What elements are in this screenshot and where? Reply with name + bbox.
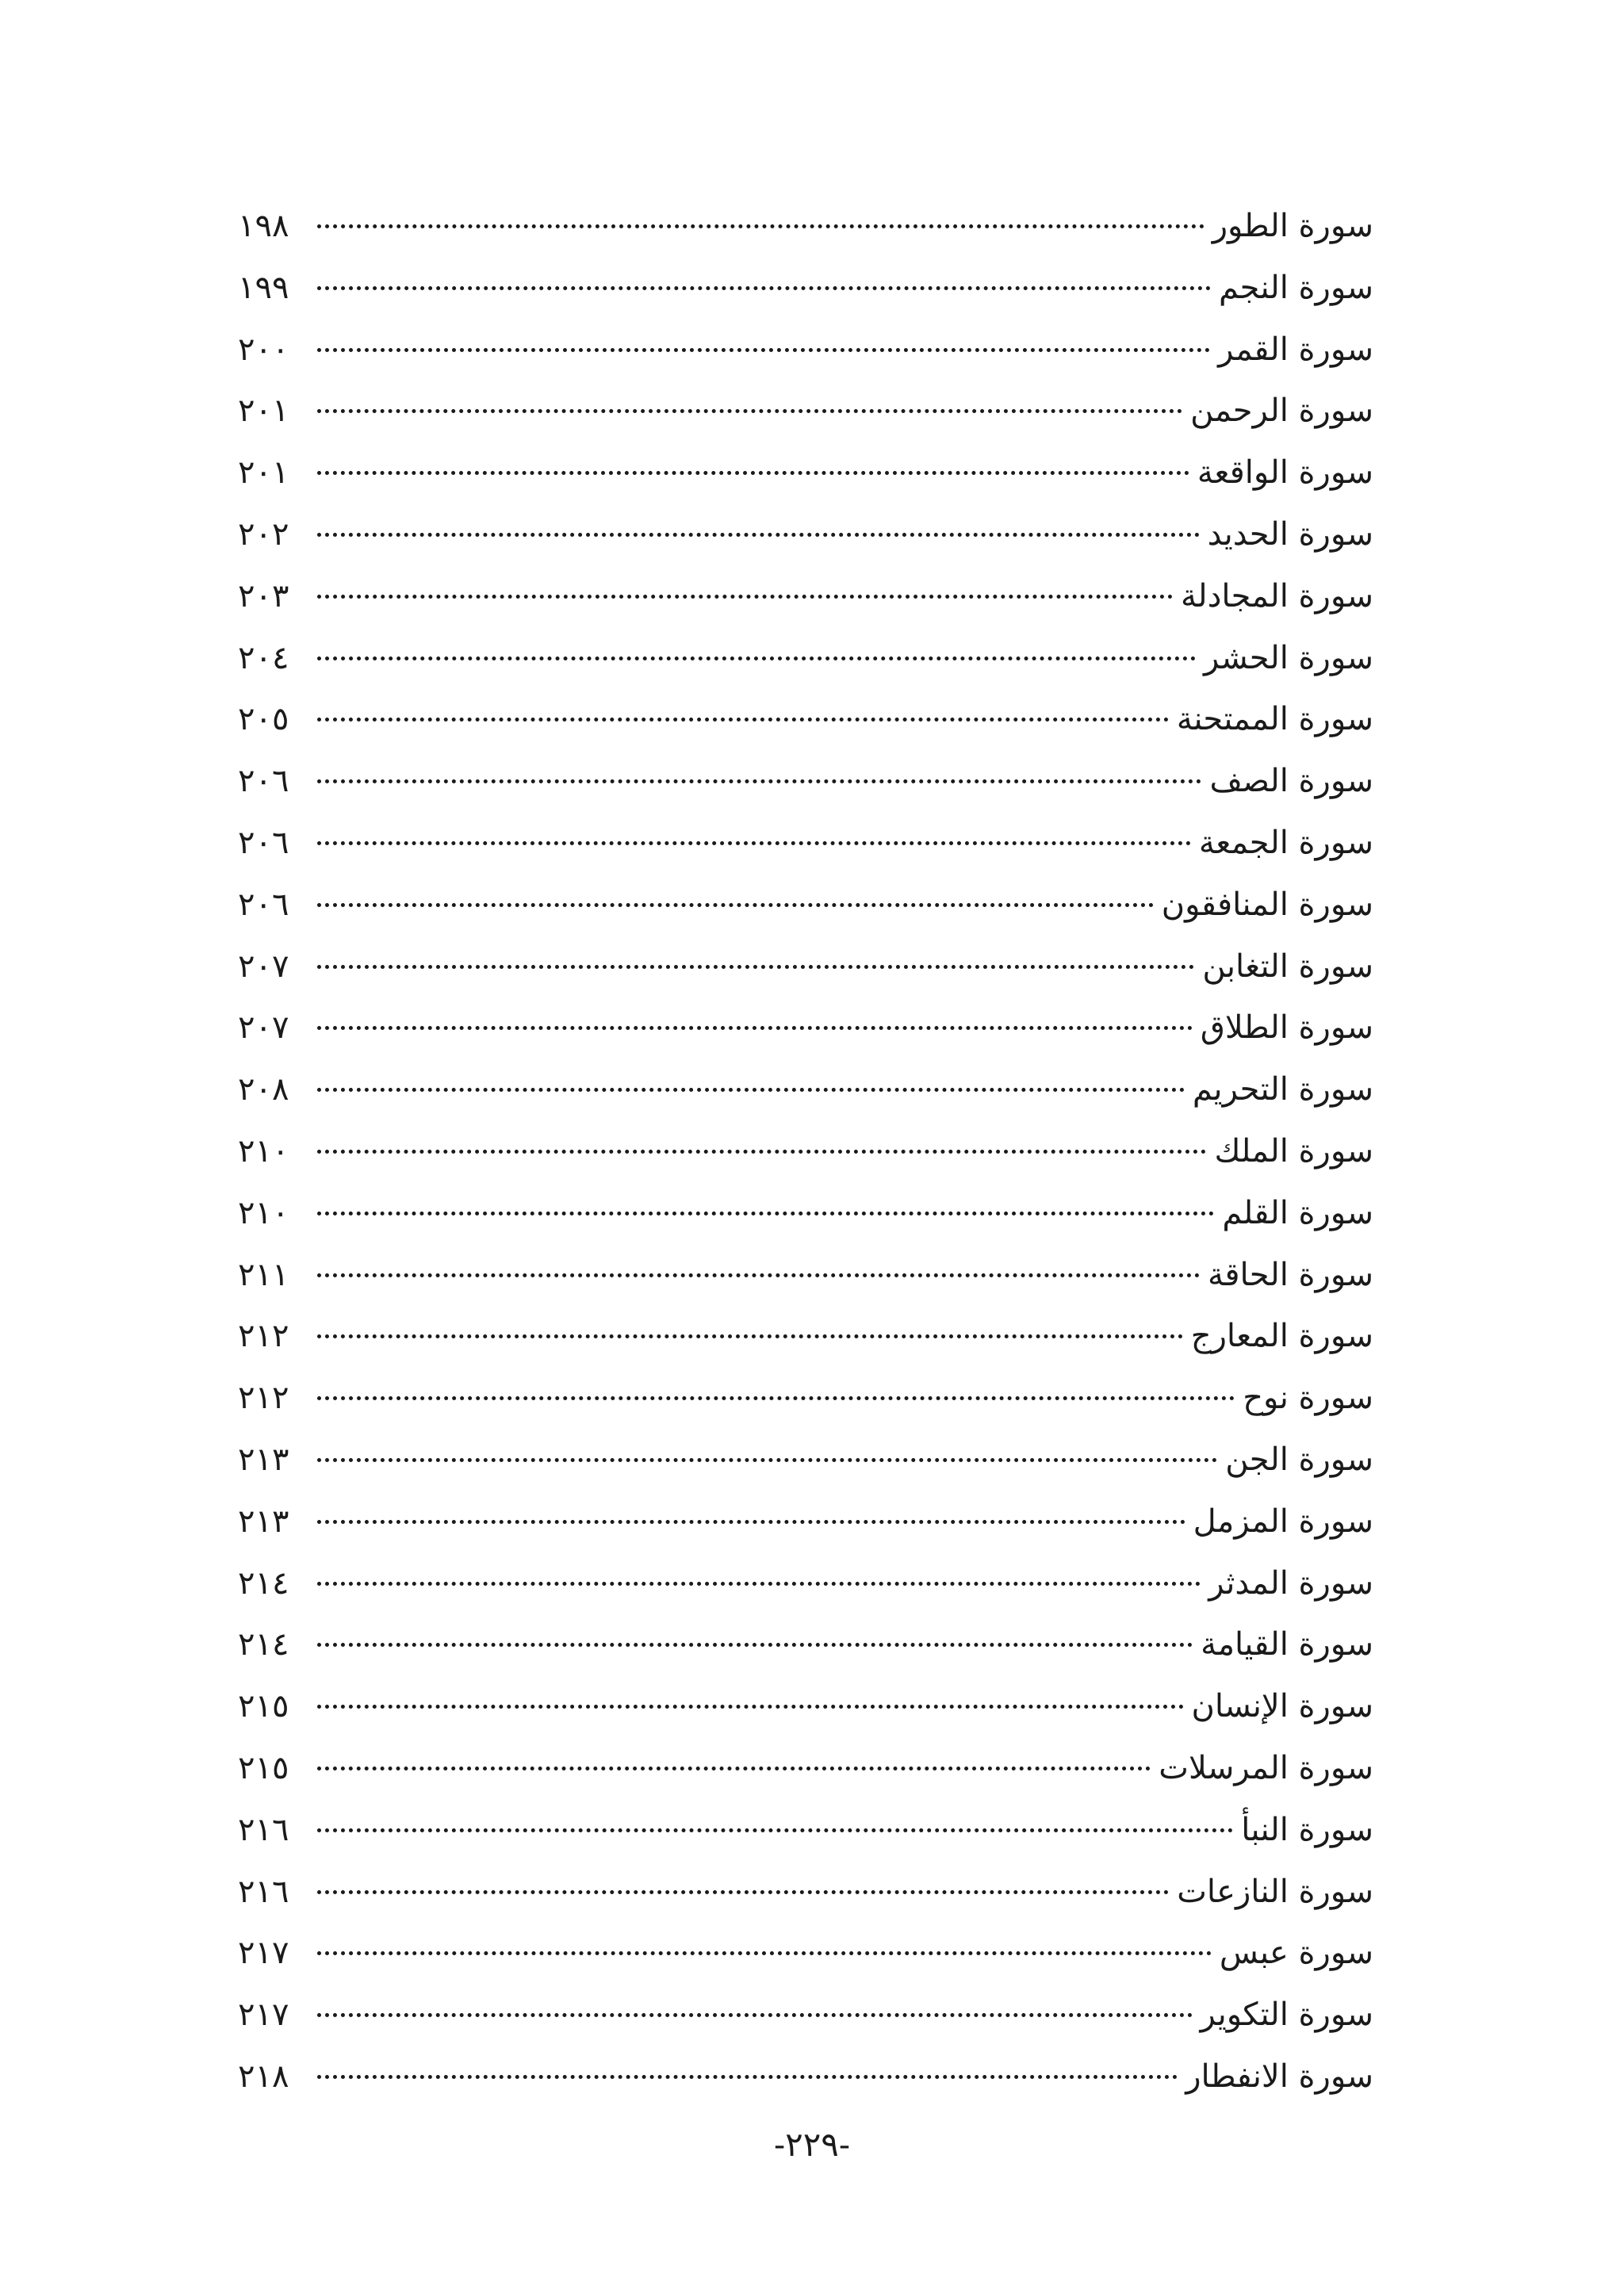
toc-entry — [238, 1491, 1373, 1553]
toc-entry-page: ٢١٦ — [238, 1873, 289, 1910]
toc-entry — [238, 1430, 1373, 1491]
dot-leader — [317, 286, 1211, 290]
toc-entry-page: ٢٠١ — [238, 454, 289, 492]
dot-leader — [317, 1643, 1193, 1647]
toc-entry — [238, 1245, 1373, 1307]
toc-entry-title: سورة القمر — [1218, 331, 1373, 368]
toc-entry-page: ٢١٥ — [238, 1688, 289, 1725]
toc-entry — [238, 1183, 1373, 1245]
toc-entry-title: سورة التكوير — [1200, 1996, 1373, 2034]
toc-entry-page: ٢٠٢ — [238, 515, 289, 553]
toc-entry-page: ٢١٦ — [238, 1811, 289, 1848]
toc-entry — [238, 196, 1373, 258]
toc-entry-title: سورة التحريم — [1192, 1071, 1373, 1108]
dot-leader — [317, 1520, 1185, 1524]
toc-entry-title: سورة الإنسان — [1191, 1688, 1373, 1725]
toc-entry — [238, 689, 1373, 751]
dot-leader — [317, 224, 1205, 228]
toc-entry — [238, 2046, 1373, 2108]
toc-entry-page: ٢١١ — [238, 1256, 289, 1293]
toc-entry-page: ٢٠٤ — [238, 639, 289, 676]
dot-leader — [317, 533, 1200, 537]
toc-entry-page: ٢١٣ — [238, 1503, 289, 1540]
toc-entry-title: سورة المعارج — [1190, 1318, 1373, 1355]
dot-leader — [317, 1088, 1185, 1092]
dot-leader — [317, 1458, 1217, 1462]
toc-entry — [238, 1368, 1373, 1430]
dot-leader — [317, 1212, 1214, 1215]
toc-entry-page: ٢٠٧ — [238, 947, 289, 985]
toc-entry-title: سورة نوح — [1243, 1380, 1373, 1417]
dot-leader — [317, 1767, 1151, 1770]
dot-leader — [317, 471, 1189, 475]
toc-entry-page: ٢١٤ — [238, 1626, 289, 1663]
toc-entry — [238, 258, 1373, 320]
dot-leader — [317, 1026, 1193, 1030]
dot-leader — [317, 1334, 1183, 1338]
toc-entry-page: ٢١٠ — [238, 1132, 289, 1169]
toc-entry-page: ٢١٢ — [238, 1380, 289, 1417]
toc-entry-page: ١٩٩ — [238, 269, 289, 306]
toc-entry-title: سورة المدثر — [1208, 1564, 1373, 1602]
toc-entry-page: ٢٠٥ — [238, 701, 289, 738]
toc-entry-title: سورة الجن — [1225, 1441, 1373, 1478]
toc-entry — [238, 1862, 1373, 1924]
toc-entry — [238, 1553, 1373, 1615]
toc-entry — [238, 1923, 1373, 1985]
toc-entry — [238, 1614, 1373, 1676]
dot-leader — [317, 841, 1191, 845]
toc-entry-page: ٢٠٦ — [238, 763, 289, 800]
toc-entry — [238, 1800, 1373, 1862]
dot-leader — [317, 1273, 1200, 1277]
toc-entry-page: ٢١٣ — [238, 1441, 289, 1478]
toc-entry-title: سورة الممتحنة — [1176, 701, 1373, 738]
toc-entry — [238, 936, 1373, 998]
toc-entry-title: سورة الجمعة — [1198, 824, 1373, 861]
toc-entry — [238, 875, 1373, 936]
toc-entry-page: ٢١٥ — [238, 1749, 289, 1786]
dot-leader — [317, 1951, 1212, 1955]
toc-entry-title: سورة المنافقون — [1161, 886, 1373, 923]
dot-leader — [317, 348, 1210, 352]
toc-entry — [238, 442, 1373, 504]
toc-entry-page: ٢١٧ — [238, 1935, 289, 1972]
toc-entry-title: سورة الملك — [1214, 1132, 1373, 1169]
toc-entry-title: سورة المرسلات — [1159, 1749, 1373, 1786]
toc-entry-page: ٢١٤ — [238, 1564, 289, 1602]
toc-entry — [238, 751, 1373, 813]
toc-entry-title: سورة عبس — [1219, 1935, 1373, 1972]
toc-entry-page: ٢٠٣ — [238, 577, 289, 614]
toc-entry-title: سورة الحشر — [1203, 639, 1373, 676]
toc-entry-title: سورة المجادلة — [1180, 577, 1373, 614]
toc-entry-title: سورة الطلاق — [1200, 1009, 1373, 1047]
toc-entry-page: ٢٠٦ — [238, 824, 289, 861]
dot-leader — [317, 1396, 1235, 1400]
dot-leader — [317, 1705, 1184, 1709]
toc-entry-page: ٢٠٦ — [238, 886, 289, 923]
dot-leader — [317, 409, 1182, 413]
dot-leader — [317, 718, 1169, 722]
toc-entry-title: سورة النازعات — [1177, 1873, 1373, 1910]
dot-leader — [317, 1828, 1233, 1832]
toc-entry-page: ٢١٧ — [238, 1996, 289, 2034]
toc-entry-title: سورة القلم — [1222, 1194, 1373, 1231]
toc-entry-page: ١٩٨ — [238, 208, 289, 244]
toc-entry-title: سورة الصف — [1209, 763, 1373, 800]
toc-entry-title: سورة التغابن — [1202, 947, 1373, 985]
page-number: -٢٢٩- — [773, 2125, 851, 2164]
toc-entry-page: ٢١٠ — [238, 1194, 289, 1231]
toc-entry-page: ٢١٨ — [238, 2058, 289, 2095]
toc-entry-page: ٢٠٠ — [238, 331, 289, 368]
dot-leader — [317, 1890, 1169, 1894]
toc-entry — [238, 381, 1373, 442]
toc-entry — [238, 1985, 1373, 2046]
toc-entry — [238, 1121, 1373, 1183]
toc-entry — [238, 1059, 1373, 1121]
toc-entry — [238, 997, 1373, 1059]
table-of-contents — [238, 196, 1373, 2108]
toc-entry-title: سورة النبأ — [1241, 1811, 1373, 1848]
toc-entry-page: ٢٠٧ — [238, 1009, 289, 1047]
toc-entry-title: سورة الواقعة — [1197, 454, 1373, 492]
toc-entry-title: سورة الطور — [1212, 208, 1373, 244]
toc-entry-title: سورة الحاقة — [1207, 1256, 1373, 1293]
toc-entry-page: ٢١٢ — [238, 1318, 289, 1355]
dot-leader — [317, 657, 1196, 660]
dot-leader — [317, 1582, 1201, 1586]
dot-leader — [317, 965, 1194, 969]
toc-entry — [238, 566, 1373, 628]
dot-leader — [317, 903, 1154, 907]
toc-entry — [238, 813, 1373, 875]
toc-entry-title: سورة الانفطار — [1185, 2058, 1373, 2095]
toc-entry — [238, 1676, 1373, 1738]
toc-entry — [238, 628, 1373, 690]
dot-leader — [317, 2013, 1193, 2017]
toc-entry-title: سورة القيامة — [1201, 1626, 1373, 1663]
dot-leader — [317, 595, 1173, 599]
dot-leader — [317, 779, 1201, 783]
toc-entry-title: سورة النجم — [1219, 269, 1373, 306]
toc-entry-title: سورة الحديد — [1207, 515, 1373, 553]
toc-entry-page: ٢٠١ — [238, 392, 289, 430]
dot-leader — [317, 1150, 1206, 1154]
toc-entry — [238, 504, 1373, 566]
dot-leader — [317, 2075, 1178, 2079]
toc-entry-page: ٢٠٨ — [238, 1071, 289, 1108]
toc-entry — [238, 320, 1373, 381]
toc-entry-title: سورة الرحمن — [1190, 392, 1373, 430]
toc-entry-title: سورة المزمل — [1193, 1503, 1373, 1540]
toc-entry — [238, 1306, 1373, 1368]
toc-entry — [238, 1738, 1373, 1800]
